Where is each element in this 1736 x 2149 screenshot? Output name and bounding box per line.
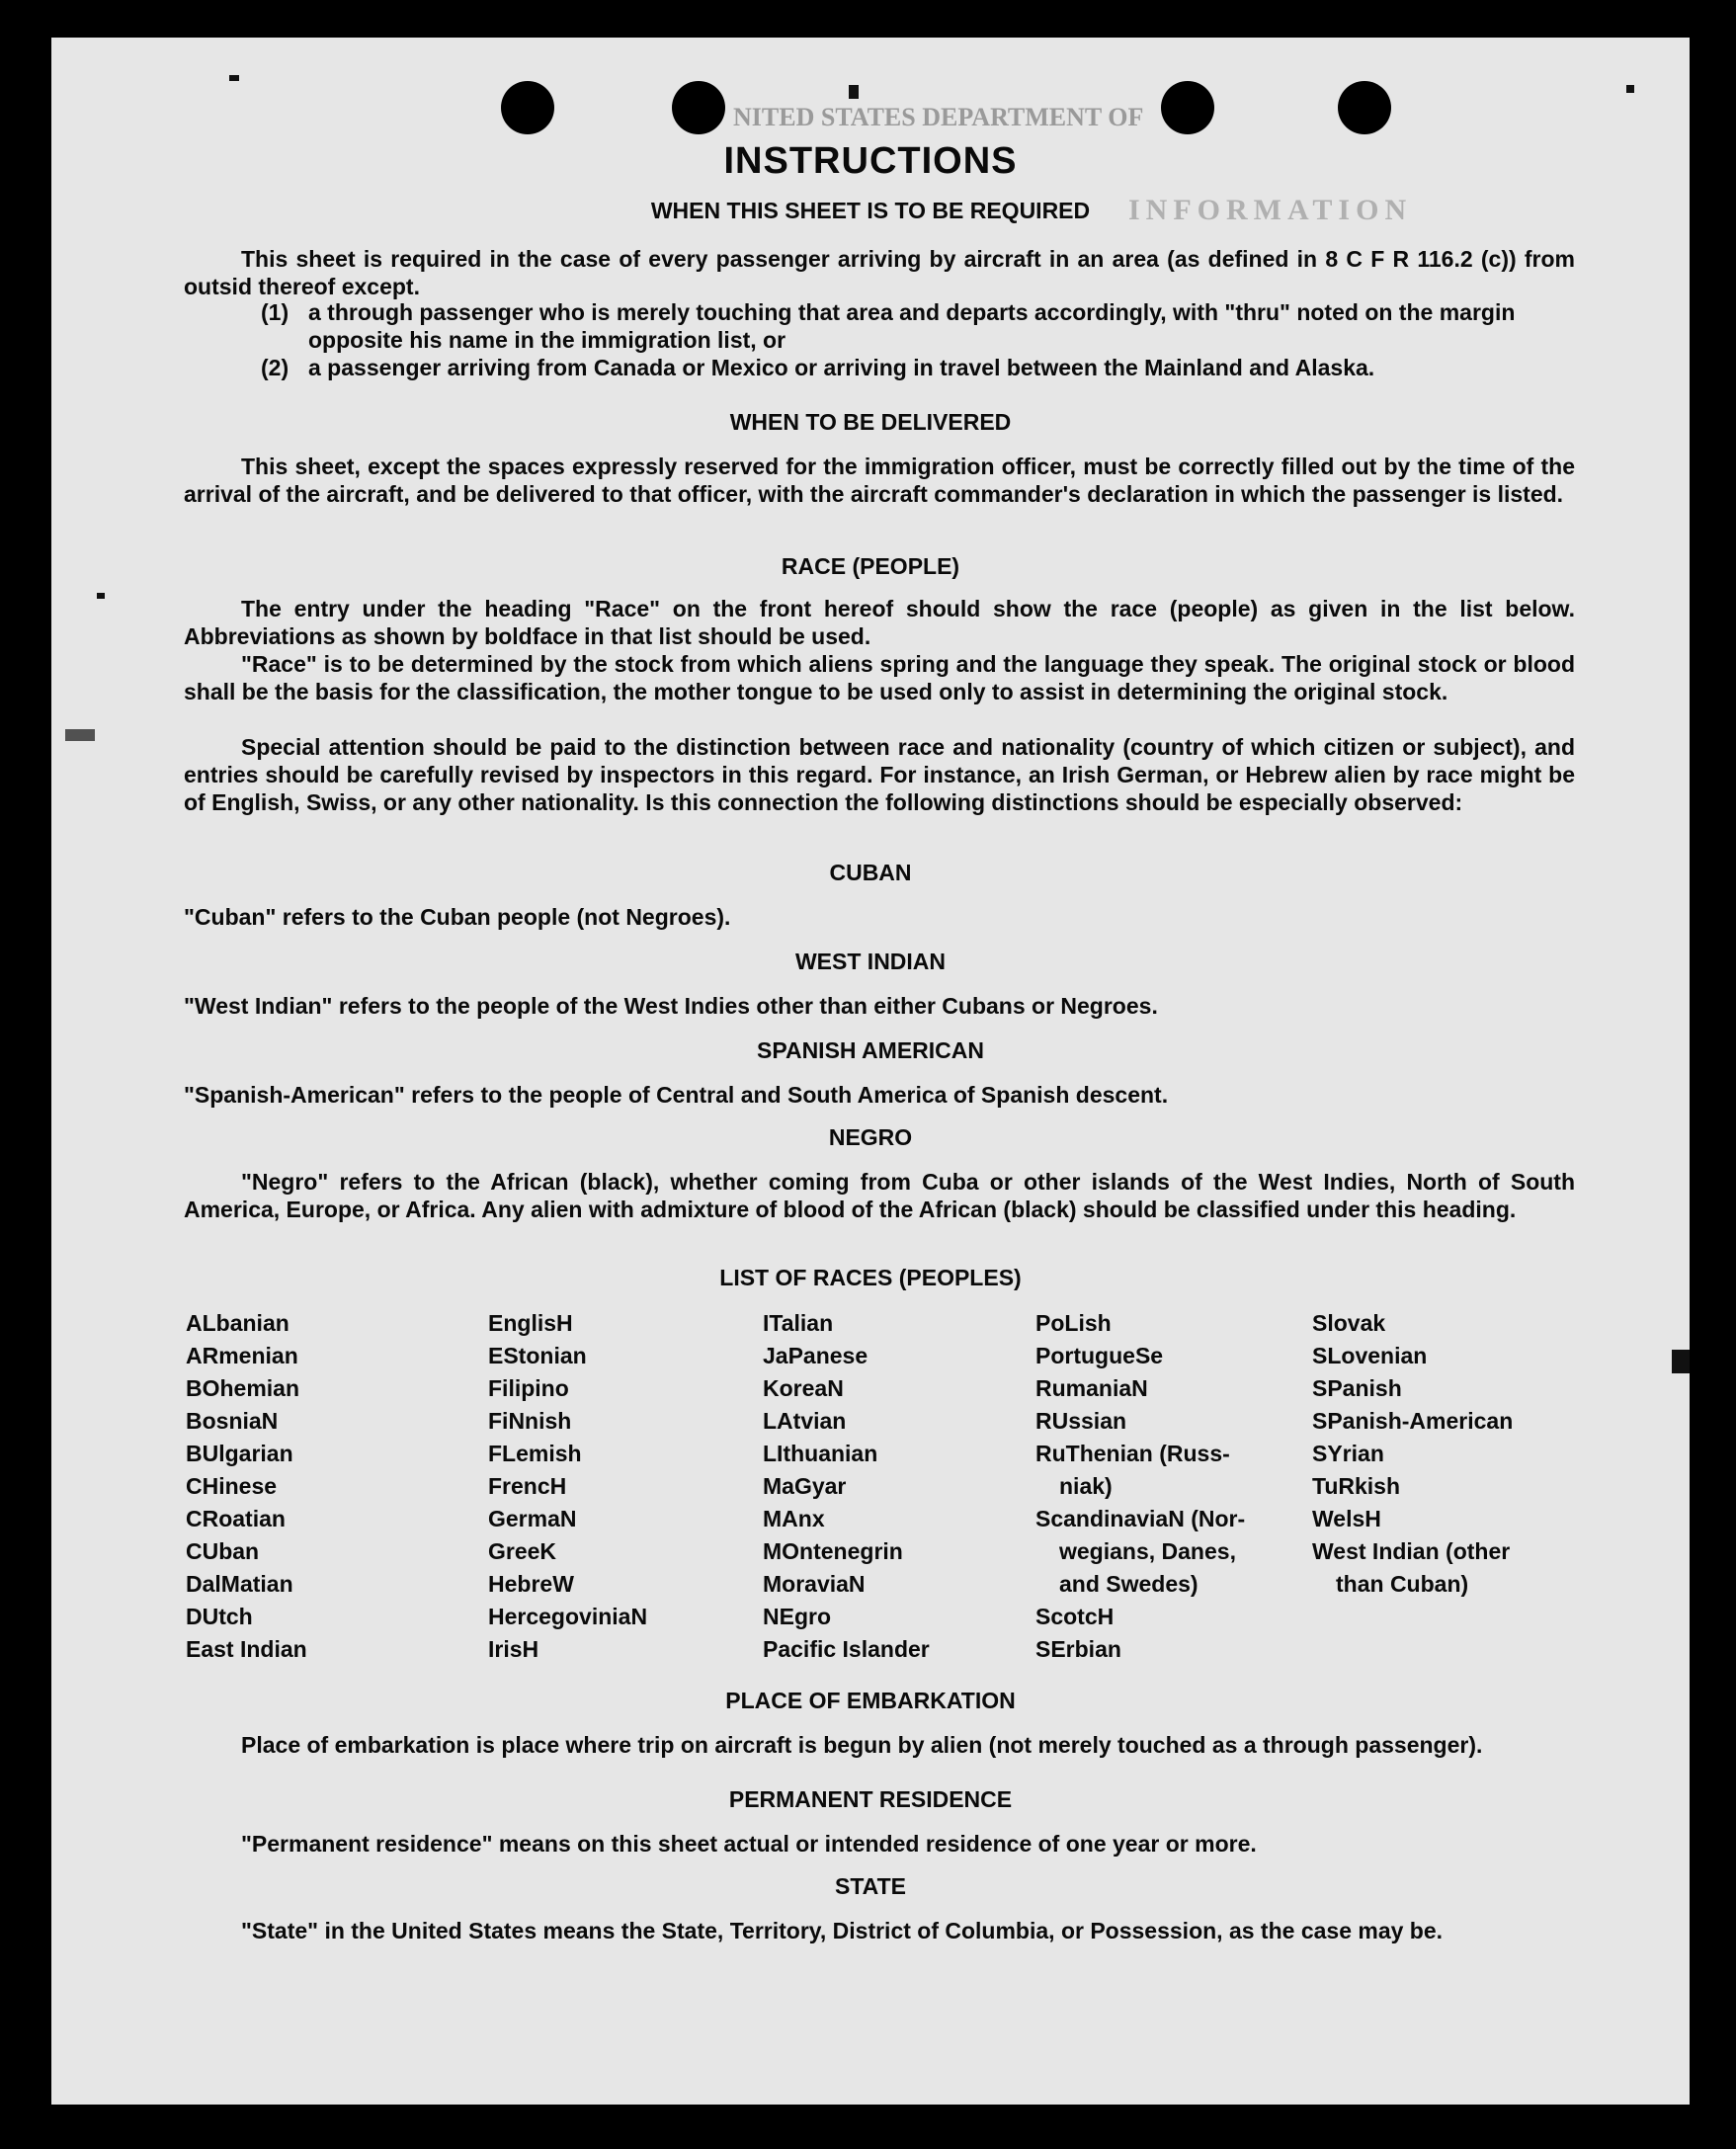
race-entry: KoreaN (763, 1375, 844, 1401)
document-page (51, 38, 1690, 2105)
paragraph: Special attention should be paid to the distinction between race and nationality (country of which citizen or subject), and entries should be carefully revised by inspectors in this regard. For instance, an Irish German, or Hebrew alien by race might be of English, Swiss, or any other nationality. Is this connection the following distinctions should be especially observed: (184, 734, 1575, 815)
race-entry: GermaN (488, 1506, 577, 1531)
section-heading: CUBAN (829, 860, 912, 885)
speck (849, 85, 859, 99)
race-entry: LIthuanian (763, 1441, 878, 1466)
punch-hole (1161, 81, 1214, 134)
race-entry: MAnx (763, 1506, 825, 1531)
race-entry: WelsH (1312, 1506, 1381, 1531)
paragraph: "State" in the United States means the State, Territory, District of Columbia, or Possession, as the case may be. (241, 1918, 1444, 1943)
ghost-header-line: INFORMATION (1128, 194, 1413, 226)
speck (1626, 85, 1634, 93)
races-column (1035, 1307, 1245, 1666)
race-entry: Filipino (488, 1375, 569, 1401)
page-title: INSTRUCTIONS (723, 140, 1018, 182)
race-entry: JaPanese (763, 1343, 868, 1368)
section-heading: WEST INDIAN (794, 949, 947, 974)
race-entry: HercegoviniaN (488, 1604, 648, 1629)
section-heading: PERMANENT RESIDENCE (728, 1786, 1013, 1812)
section-heading: PLACE OF EMBARKATION (725, 1688, 1016, 1713)
race-entry: ALbanian (186, 1310, 289, 1336)
race-entry: ScandinaviaN (Nor- (1035, 1506, 1246, 1531)
race-entry: RuThenian (Russ- (1035, 1441, 1230, 1466)
race-entry: SErbian (1035, 1636, 1121, 1662)
race-entry: ScotcH (1035, 1604, 1115, 1629)
section-heading: SPANISH AMERICAN (756, 1037, 984, 1063)
race-entry: SPanish (1312, 1375, 1402, 1401)
races-column (1312, 1307, 1513, 1601)
list-item-number: (1) (261, 299, 289, 325)
race-entry: CHinese (186, 1473, 278, 1499)
race-entry: Pacific Islander (763, 1636, 930, 1662)
section-heading: WHEN TO BE DELIVERED (729, 409, 1012, 435)
race-entry: ARmenian (186, 1343, 298, 1368)
section-heading: LIST OF RACES (PEOPLES) (719, 1265, 1022, 1290)
race-entry: BosniaN (186, 1408, 279, 1434)
section-heading: NEGRO (828, 1124, 913, 1150)
race-entry: ITalian (763, 1310, 834, 1336)
race-entry: DalMatian (186, 1571, 293, 1597)
race-entry-continuation: than Cuban) (1336, 1571, 1469, 1597)
races-column (488, 1307, 647, 1666)
race-entry: CRoatian (186, 1506, 286, 1531)
paragraph: "Spanish-American" refers to the people of Central and South America of Spanish descent. (184, 1082, 1169, 1108)
race-entry: RumaniaN (1035, 1375, 1148, 1401)
punch-hole (1338, 81, 1391, 134)
race-entry: CUban (186, 1538, 260, 1564)
paragraph: This sheet is required in the case of every passenger arriving by aircraft in an area (as defined in 8 C F R 116.2 (c)) from outsid thereof except. (184, 246, 1575, 299)
race-entry: Slovak (1312, 1310, 1386, 1336)
paragraph: Place of embarkation is place where trip on aircraft is begun by alien (not merely touched as a through passenger). (241, 1732, 1483, 1758)
list-item-number: (2) (261, 355, 289, 380)
race-entry-continuation: and Swedes) (1059, 1571, 1199, 1597)
speck (97, 593, 105, 599)
speck (1672, 1350, 1690, 1373)
race-entry: EStonian (488, 1343, 587, 1368)
race-entry: HebreW (488, 1571, 574, 1597)
race-entry: BOhemian (186, 1375, 300, 1401)
punch-hole (501, 81, 554, 134)
race-entry: SLovenian (1312, 1343, 1428, 1368)
section-heading: WHEN THIS SHEET IS TO BE REQUIRED (650, 198, 1091, 223)
race-entry: RUssian (1035, 1408, 1127, 1434)
paragraph: This sheet, except the spaces expressly reserved for the immigration officer, must be correctly filled out by the time of the arrival of the aircraft, and be delivered to that officer, with the aircraft commander's declaration in which the passenger is listed. (184, 454, 1575, 507)
race-entry: FrencH (488, 1473, 567, 1499)
race-entry-continuation: niak) (1059, 1473, 1113, 1499)
paragraph: "Race" is to be determined by the stock from which aliens spring and the language they speak. The original stock or blood shall be the basis for the classification, the mother tongue to be used only to assist in determining the original stock. (184, 651, 1575, 704)
race-entry: MOntenegrin (763, 1538, 903, 1564)
race-entry: MaGyar (763, 1473, 847, 1499)
list-item-text: a through passenger who is merely touching that area and departs accordingly, with "thru" noted on the margin opposite his name in the immigration list, or (308, 299, 1516, 353)
section-heading: STATE (835, 1873, 906, 1899)
race-entry: TuRkish (1312, 1473, 1401, 1499)
races-column (186, 1307, 307, 1666)
punch-hole (672, 81, 725, 134)
list-item (261, 354, 1575, 381)
race-entry: BUlgarian (186, 1441, 293, 1466)
paragraph: "Permanent residence" means on this sheet actual or intended residence of one year or more. (241, 1831, 1257, 1857)
paragraph: The entry under the heading "Race" on the front hereof should show the race (people) as given in the list below. Abbreviations as shown by boldface in that list should be used. (184, 596, 1575, 649)
race-entry: PortugueSe (1035, 1343, 1164, 1368)
race-entry: SPanish-American (1312, 1408, 1514, 1434)
race-entry: IrisH (488, 1636, 539, 1662)
ghost-header-line: NITED STATES DEPARTMENT OF (733, 103, 1144, 131)
race-entry-continuation: wegians, Danes, (1059, 1538, 1236, 1564)
races-column (763, 1307, 930, 1666)
race-entry: PoLish (1035, 1310, 1112, 1336)
race-entry: EnglisH (488, 1310, 573, 1336)
race-entry: FiNnish (488, 1408, 572, 1434)
speck (229, 75, 239, 81)
race-entry: LAtvian (763, 1408, 847, 1434)
list-item (261, 298, 1575, 354)
race-entry: GreeK (488, 1538, 557, 1564)
race-entry: DUtch (186, 1604, 253, 1629)
paragraph: "Negro" refers to the African (black), whether coming from Cuba or other islands of the West Indies, North of South America, Europe, or Africa. Any alien with admixture of blood of the African (black) should be classified under this heading. (184, 1169, 1575, 1222)
race-entry: West Indian (other (1312, 1538, 1511, 1564)
list-item-text: a passenger arriving from Canada or Mexico or arriving in travel between the Mainland and Alaska. (308, 355, 1375, 380)
paragraph: "West Indian" refers to the people of the West Indies other than either Cubans or Negroes. (184, 993, 1158, 1019)
race-entry: MoraviaN (763, 1571, 866, 1597)
paragraph: "Cuban" refers to the Cuban people (not Negroes). (184, 904, 731, 930)
race-entry: NEgro (763, 1604, 831, 1629)
section-heading: RACE (PEOPLE) (781, 553, 960, 579)
race-entry: SYrian (1312, 1441, 1384, 1466)
speck (65, 729, 95, 741)
race-entry: East Indian (186, 1636, 307, 1662)
race-entry: FLemish (488, 1441, 582, 1466)
